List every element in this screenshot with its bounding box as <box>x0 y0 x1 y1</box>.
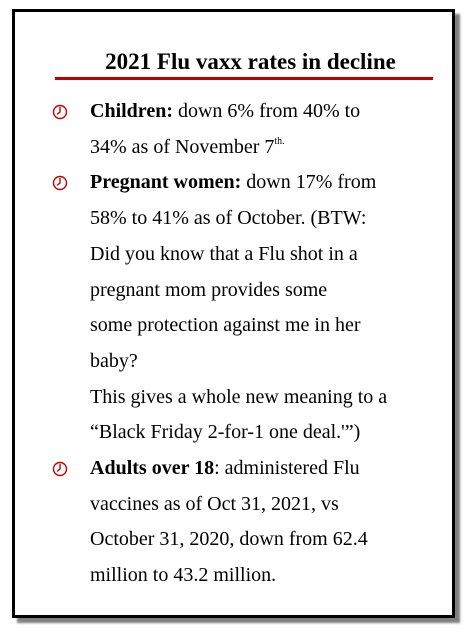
bullet-text: 34% as of November 7 <box>90 135 275 158</box>
slide-card <box>12 9 455 618</box>
bullet-text: down 6% from 40% to <box>172 100 361 122</box>
bullet-list <box>15 94 452 594</box>
title-underline <box>55 77 433 80</box>
bullet-line: October 31, 2020, down from 62.4 <box>90 528 368 551</box>
bullet-text: down 17% from <box>241 171 377 194</box>
bullet-label: Children: <box>90 100 173 122</box>
bullet-adults <box>15 451 452 594</box>
bullet-line <box>90 451 438 487</box>
bullet-text: : administered Flu <box>214 457 360 480</box>
bullet-line: Did you know that a Flu shot in a <box>90 242 358 265</box>
bullet-children <box>15 94 452 165</box>
ordinal-suffix: th. <box>274 135 285 147</box>
clock-icon <box>52 461 68 477</box>
bullet-line: This gives a whole new meaning to a <box>90 385 388 408</box>
bullet-line <box>90 94 438 130</box>
bullet-line: 58% to 41% as of October. (BTW: <box>90 207 367 230</box>
bullet-label: Pregnant women: <box>90 171 242 194</box>
bullet-line <box>90 130 438 166</box>
bullet-line: pregnant mom provides some <box>90 278 328 301</box>
bullet-pregnant-women <box>15 165 452 451</box>
bullet-line: baby? <box>90 349 138 372</box>
bullet-line <box>90 165 438 201</box>
clock-icon <box>52 175 68 191</box>
slide-title: 2021 Flu vaxx rates in decline <box>105 49 396 74</box>
clock-icon <box>52 104 68 120</box>
bullet-line: some protection against me in her <box>90 314 361 337</box>
bullet-label: Adults over 18 <box>90 457 215 480</box>
bullet-line: “Black Friday 2-for-1 one deal.'”) <box>90 421 361 444</box>
bullet-line: vaccines as of Oct 31, 2021, vs <box>90 492 339 515</box>
bullet-line: million to 43.2 million. <box>90 564 277 587</box>
